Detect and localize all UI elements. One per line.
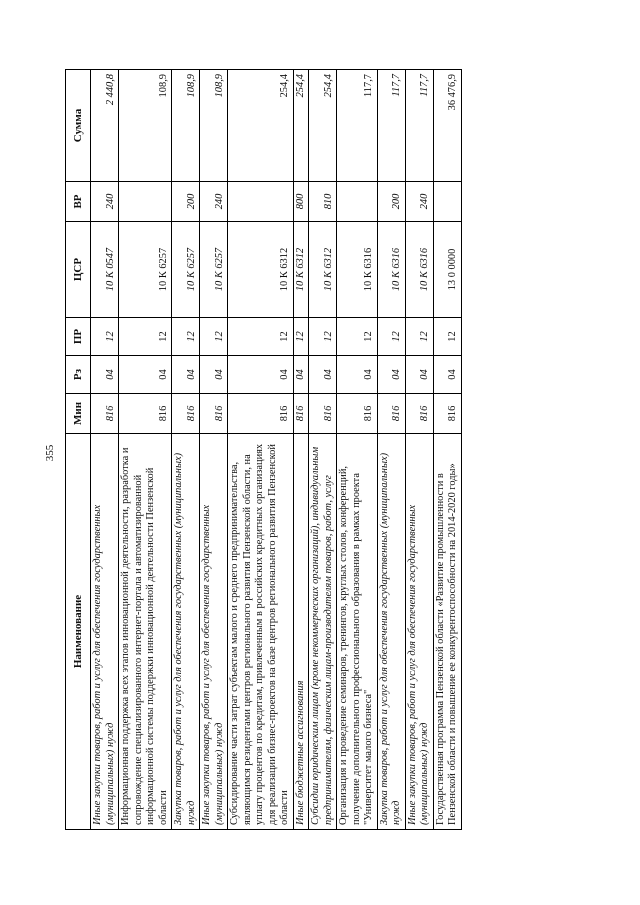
cell-sum: 108,9 (119, 70, 172, 182)
cell-vr: 240 (405, 182, 433, 222)
table-row (228, 70, 294, 830)
cell-rz: 04 (91, 356, 119, 394)
cell-min: 816 (200, 394, 228, 434)
table-row (91, 70, 119, 830)
header-min: Мин (66, 394, 91, 434)
cell-min: 816 (309, 394, 337, 434)
cell-csr: 10 К 6257 (119, 222, 172, 318)
cell-rz: 04 (377, 356, 405, 394)
cell-vr (228, 182, 294, 222)
cell-pr: 12 (91, 318, 119, 356)
cell-csr: 10 К 6312 (228, 222, 294, 318)
cell-sum: 117,7 (377, 70, 405, 182)
cell-pr: 12 (337, 318, 378, 356)
cell-name: Субсидирование части затрат субъектам малого и среднего предпринимательства, являющимся резидентами центров регионального развития Пензенской области, на уплату процентов по кредитам, привлеченным в российских кредитных организациях для реализации бизнес-проектов на базе центров регионального развития Пензенской области (228, 434, 294, 830)
cell-name: Иные бюджетные ассигнования (293, 434, 309, 830)
cell-csr: 10 К 6316 (377, 222, 405, 318)
cell-name: Иные закупки товаров, работ и услуг для обеспечения государственных (муниципальных) нужд (91, 434, 119, 830)
cell-min: 816 (337, 394, 378, 434)
header-rz: Рз (66, 356, 91, 394)
cell-pr: 12 (172, 318, 200, 356)
cell-csr: 10 К 6312 (309, 222, 337, 318)
cell-rz: 04 (337, 356, 378, 394)
table-row (119, 70, 172, 830)
cell-pr: 12 (377, 318, 405, 356)
cell-csr: 10 К 6316 (337, 222, 378, 318)
cell-min: 816 (228, 394, 294, 434)
rotated-page-content (65, 70, 565, 830)
cell-vr (337, 182, 378, 222)
cell-name: Закупка товаров, работ и услуг для обеспечения государственных (муниципальных) нужд (377, 434, 405, 830)
cell-rz: 04 (405, 356, 433, 394)
cell-name: Информационная поддержка всех этапов инновационной деятельности, разработка и сопровождение специализированного интернет-портала и автоматизированной информационной системы поддержки инновационной деятельности Пензенской области (119, 434, 172, 830)
cell-min: 816 (377, 394, 405, 434)
header-csr: ЦСР (66, 222, 91, 318)
cell-csr: 10 К 6312 (293, 222, 309, 318)
cell-name: Закупка товаров, работ и услуг для обеспечения государственных (муниципальных) нужд (172, 434, 200, 830)
cell-pr: 12 (405, 318, 433, 356)
table-header-row (66, 70, 91, 830)
table-row (293, 70, 309, 830)
cell-sum: 117,7 (405, 70, 433, 182)
cell-min: 816 (119, 394, 172, 434)
table-row (172, 70, 200, 830)
cell-csr: 13 0 0000 (433, 222, 461, 318)
cell-name: Иные закупки товаров, работ и услуг для обеспечения государственных (муниципальных) нужд (405, 434, 433, 830)
table-row (309, 70, 337, 830)
header-sum: Сумма (66, 70, 91, 182)
cell-name: Организация и проведение семинаров, тренингов, круглых столов, конференций, получение дополнительного профессионального образования в рамках проекта "Университет малого бизнеса" (337, 434, 378, 830)
table-row (377, 70, 405, 830)
cell-pr: 12 (309, 318, 337, 356)
cell-rz: 04 (172, 356, 200, 394)
header-name: Наименование (66, 434, 91, 830)
cell-sum: 108,9 (200, 70, 228, 182)
cell-csr: 10 К 6257 (200, 222, 228, 318)
cell-pr: 12 (119, 318, 172, 356)
cell-name: Субсидии юридическим лицам (кроме некоммерческих организаций), индивидуальным предпринимателям, физическим лицам-производителям товаров, работ, услуг (309, 434, 337, 830)
cell-name: Государственная программа Пензенской области «Развитие промышленности в Пензенской области и повышение ее конкурентоспособности на 2014-2020 годы» (433, 434, 461, 830)
cell-pr: 12 (200, 318, 228, 356)
cell-min: 816 (172, 394, 200, 434)
cell-rz: 04 (309, 356, 337, 394)
cell-sum: 2 440,8 (91, 70, 119, 182)
cell-rz: 04 (119, 356, 172, 394)
cell-vr: 200 (172, 182, 200, 222)
cell-vr: 800 (293, 182, 309, 222)
cell-pr: 12 (433, 318, 461, 356)
budget-table (65, 69, 462, 830)
cell-sum: 117,7 (337, 70, 378, 182)
header-pr: ПР (66, 318, 91, 356)
cell-vr: 810 (309, 182, 337, 222)
cell-sum: 36 476,9 (433, 70, 461, 182)
cell-sum: 254,4 (293, 70, 309, 182)
cell-csr: 10 К 6257 (172, 222, 200, 318)
cell-vr (433, 182, 461, 222)
cell-min: 816 (293, 394, 309, 434)
table-row (200, 70, 228, 830)
cell-rz: 04 (200, 356, 228, 394)
cell-vr: 240 (200, 182, 228, 222)
cell-min: 816 (91, 394, 119, 434)
cell-pr: 12 (228, 318, 294, 356)
page-number: 355 (44, 444, 56, 462)
cell-vr: 240 (91, 182, 119, 222)
cell-rz: 04 (293, 356, 309, 394)
cell-rz: 04 (228, 356, 294, 394)
cell-vr: 200 (377, 182, 405, 222)
cell-rz: 04 (433, 356, 461, 394)
table-row (433, 70, 461, 830)
cell-vr (119, 182, 172, 222)
cell-pr: 12 (293, 318, 309, 356)
cell-csr: 10 К 0547 (91, 222, 119, 318)
cell-sum: 254,4 (309, 70, 337, 182)
cell-sum: 108,9 (172, 70, 200, 182)
cell-csr: 10 К 6316 (405, 222, 433, 318)
header-vr: ВР (66, 182, 91, 222)
cell-name: Иные закупки товаров, работ и услуг для обеспечения государственных (муниципальных) нужд (200, 434, 228, 830)
cell-sum: 254,4 (228, 70, 294, 182)
table-row (405, 70, 433, 830)
table-body (91, 70, 462, 830)
table-row (337, 70, 378, 830)
cell-min: 816 (405, 394, 433, 434)
cell-min: 816 (433, 394, 461, 434)
